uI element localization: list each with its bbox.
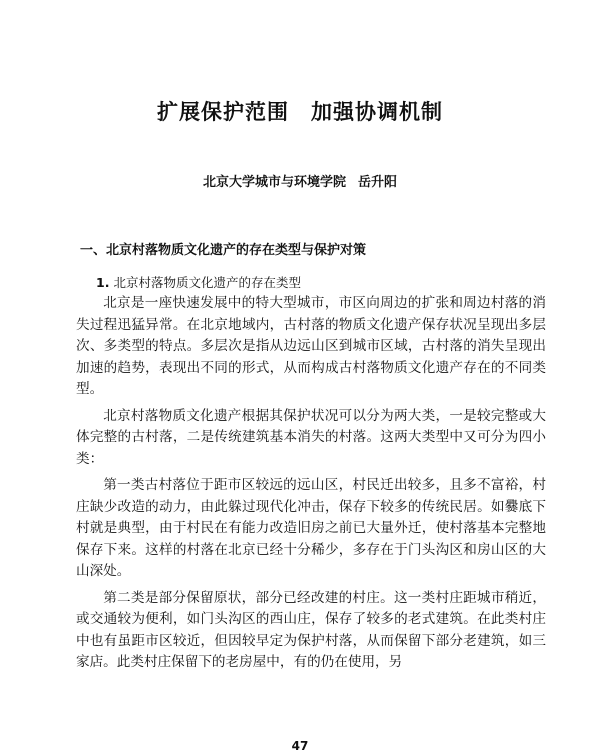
author-line bbox=[0, 171, 600, 190]
author-affiliation: 北京大学城市与环境学院 bbox=[202, 175, 346, 190]
paragraph: 北京村落物质文化遗产根据其保护状况可以分为两大类，一是较完整或大体完整的古村落，二是传统建筑基本消失的村落。这两大类型中又可分为四小类： bbox=[76, 407, 546, 467]
body-text bbox=[76, 293, 546, 674]
title-part-1: 扩展保护范围 bbox=[157, 100, 289, 124]
paragraph: 第二类是部分保留原状，部分已经改建的村庄。这一类村庄距城市稍近，或交通较为便利，如门头沟区的西山庄，保存了较多的老式建筑。在此类村庄中也有虽距市区较近，但因较早定为保护村落，从而保留下部分老建筑，如三家店。此类村庄保留下的老房屋中，有的仍在使用，另 bbox=[76, 589, 546, 670]
article-title bbox=[0, 96, 600, 126]
subsection-title: 北京村落物质文化遗产的存在类型 bbox=[113, 275, 301, 290]
subsection-heading bbox=[96, 273, 301, 291]
title-part-2: 加强协调机制 bbox=[311, 100, 443, 124]
author-name: 岳升阳 bbox=[358, 175, 398, 190]
page-number: 47 bbox=[291, 739, 309, 753]
subsection-number: 1. bbox=[96, 275, 110, 290]
section-heading: 一、北京村落物质文化遗产的存在类型与保护对策 bbox=[80, 243, 367, 258]
paragraph: 第一类古村落位于距市区较远的远山区，村民迁出较多，且多不富裕，村庄缺少改造的动力，由此躲过现代化冲击，保存下较多的传统民居。如爨底下村就是典型，由于村民在有能力改造旧房之前已大量外迁，使村落基本完整地保存下来。这样的村落在北京已经十分稀少，多存在于门头沟区和房山区的大山深处。 bbox=[76, 477, 546, 579]
paragraph: 北京是一座快速发展中的特大型城市，市区向周边的扩张和周边村落的消失过程迅猛异常。在北京地域内，古村落的物质文化遗产保存状况呈现出多层次、多类型的特点。多层次是指从边远山区到城市区域，古村落的消失呈现出加速的趋势，表现出不同的形式，从而构成古村落物质文化遗产存在的不同类型。 bbox=[76, 295, 546, 397]
